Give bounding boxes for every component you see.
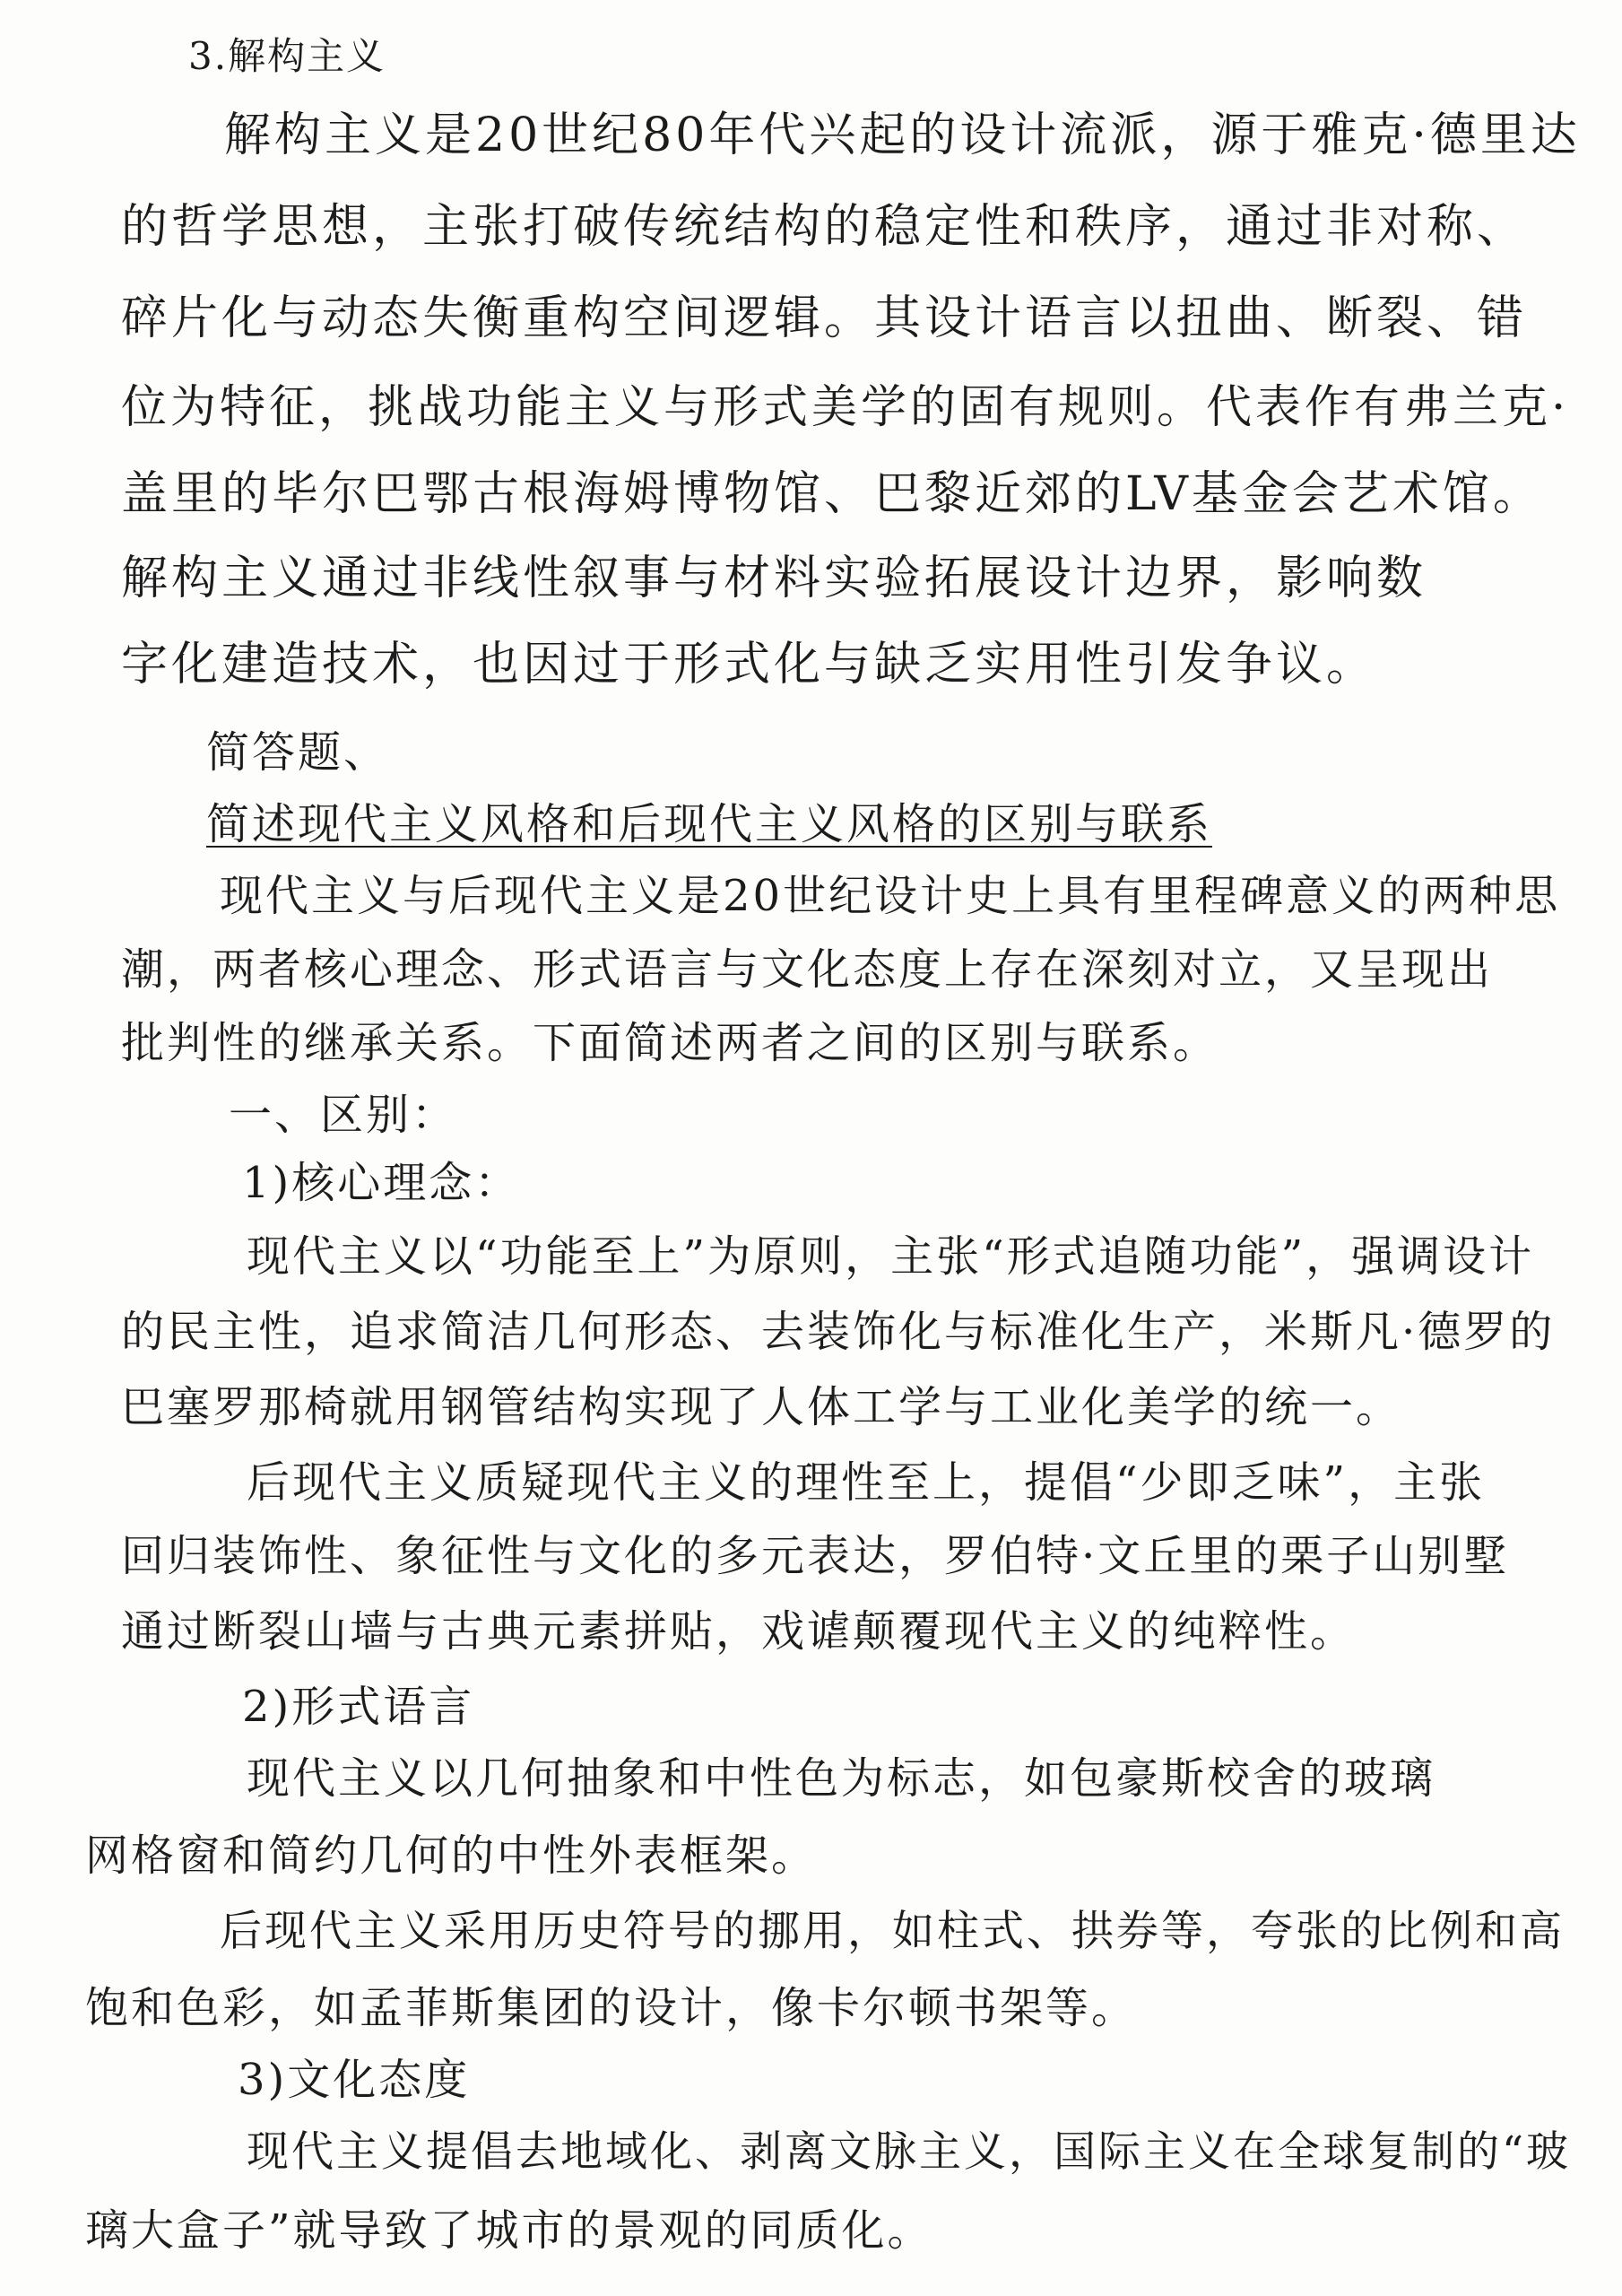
item2-modern-line-1: 现代主义以几何抽象和中性色为标志，如包豪斯校舍的玻璃 bbox=[247, 1753, 1436, 1804]
item1-modern-line-3: 巴塞罗那椅就用钢管结构实现了人体工学与工业化美学的统一。 bbox=[121, 1382, 1402, 1432]
item3-modern-line-1: 现代主义提倡去地域化、剥离文脉主义，国际主义在全球复制的“玻 bbox=[247, 2127, 1572, 2177]
question-title: 简述现代主义风格和后现代主义风格的区别与联系 bbox=[206, 799, 1213, 849]
section3-line-1: 解构主义是20世纪80年代兴起的设计流派，源于雅克·德里达 bbox=[224, 109, 1581, 162]
item2-postmodern-line-2: 饱和色彩，如孟菲斯集团的设计，像卡尔顿书架等。 bbox=[85, 1983, 1138, 2033]
section3-line-4: 位为特征，挑战功能主义与形式美学的固有规则。代表作有弗兰克· bbox=[121, 381, 1570, 434]
intro-line-1: 现代主义与后现代主义是20世纪设计史上具有里程碑意义的两种思 bbox=[220, 871, 1561, 921]
short-answer-label: 简答题、 bbox=[206, 727, 390, 778]
item1-label: 1)核心理念： bbox=[242, 1158, 521, 1208]
section3-line-6: 解构主义通过非线性叙事与材料实验拓展设计边界，影响数 bbox=[121, 552, 1427, 605]
part1-label: 一、区别： bbox=[229, 1090, 458, 1140]
item1-modern-line-2: 的民主性，追求简洁几何形态、去装饰化与标准化生产，米斯凡·德罗的 bbox=[121, 1307, 1556, 1357]
item1-postmodern-line-1: 后现代主义质疑现代主义的理性至上，提倡“少即乏味”，主张 bbox=[247, 1457, 1486, 1508]
intro-line-3: 批判性的继承关系。下面简述两者之间的区别与联系。 bbox=[121, 1018, 1219, 1068]
section3-title: 3.解构主义 bbox=[188, 34, 386, 78]
section3-line-2: 的哲学思想，主张打破传统结构的稳定性和秩序，通过非对称、 bbox=[121, 200, 1528, 254]
item3-label: 3)文化态度 bbox=[238, 2055, 471, 2105]
section3-line-3: 碎片化与动态失衡重构空间逻辑。其设计语言以扭曲、断裂、错 bbox=[121, 291, 1528, 345]
intro-line-2: 潮，两者核心理念、形式语言与文化态度上存在深刻对立，又呈现出 bbox=[121, 944, 1494, 995]
item2-label: 2)形式语言 bbox=[242, 1682, 475, 1732]
item2-modern-line-2: 网格窗和简约几何的中性外表框架。 bbox=[85, 1831, 818, 1881]
item1-postmodern-line-2: 回归装饰性、象征性与文化的多元表达，罗伯特·文丘里的栗子山别墅 bbox=[121, 1531, 1510, 1581]
item2-postmodern-line-1: 后现代主义采用历史符号的挪用，如柱式、拱券等，夸张的比例和高 bbox=[220, 1907, 1565, 1956]
section3-line-7: 字化建造技术，也因过于形式化与缺乏实用性引发争议。 bbox=[121, 638, 1377, 691]
item3-modern-line-2: 璃大盒子”就导致了城市的景观的同质化。 bbox=[85, 2205, 933, 2256]
item1-postmodern-line-3: 通过断裂山墙与古典元素拼贴，戏谑颠覆现代主义的纯粹性。 bbox=[121, 1606, 1357, 1657]
item1-modern-line-1: 现代主义以“功能至上”为原则，主张“形式追随功能”，强调设计 bbox=[247, 1231, 1535, 1282]
section3-line-5: 盖里的毕尔巴鄂古根海姆博物馆、巴黎近郊的LV基金会艺术馆。 bbox=[121, 467, 1543, 521]
